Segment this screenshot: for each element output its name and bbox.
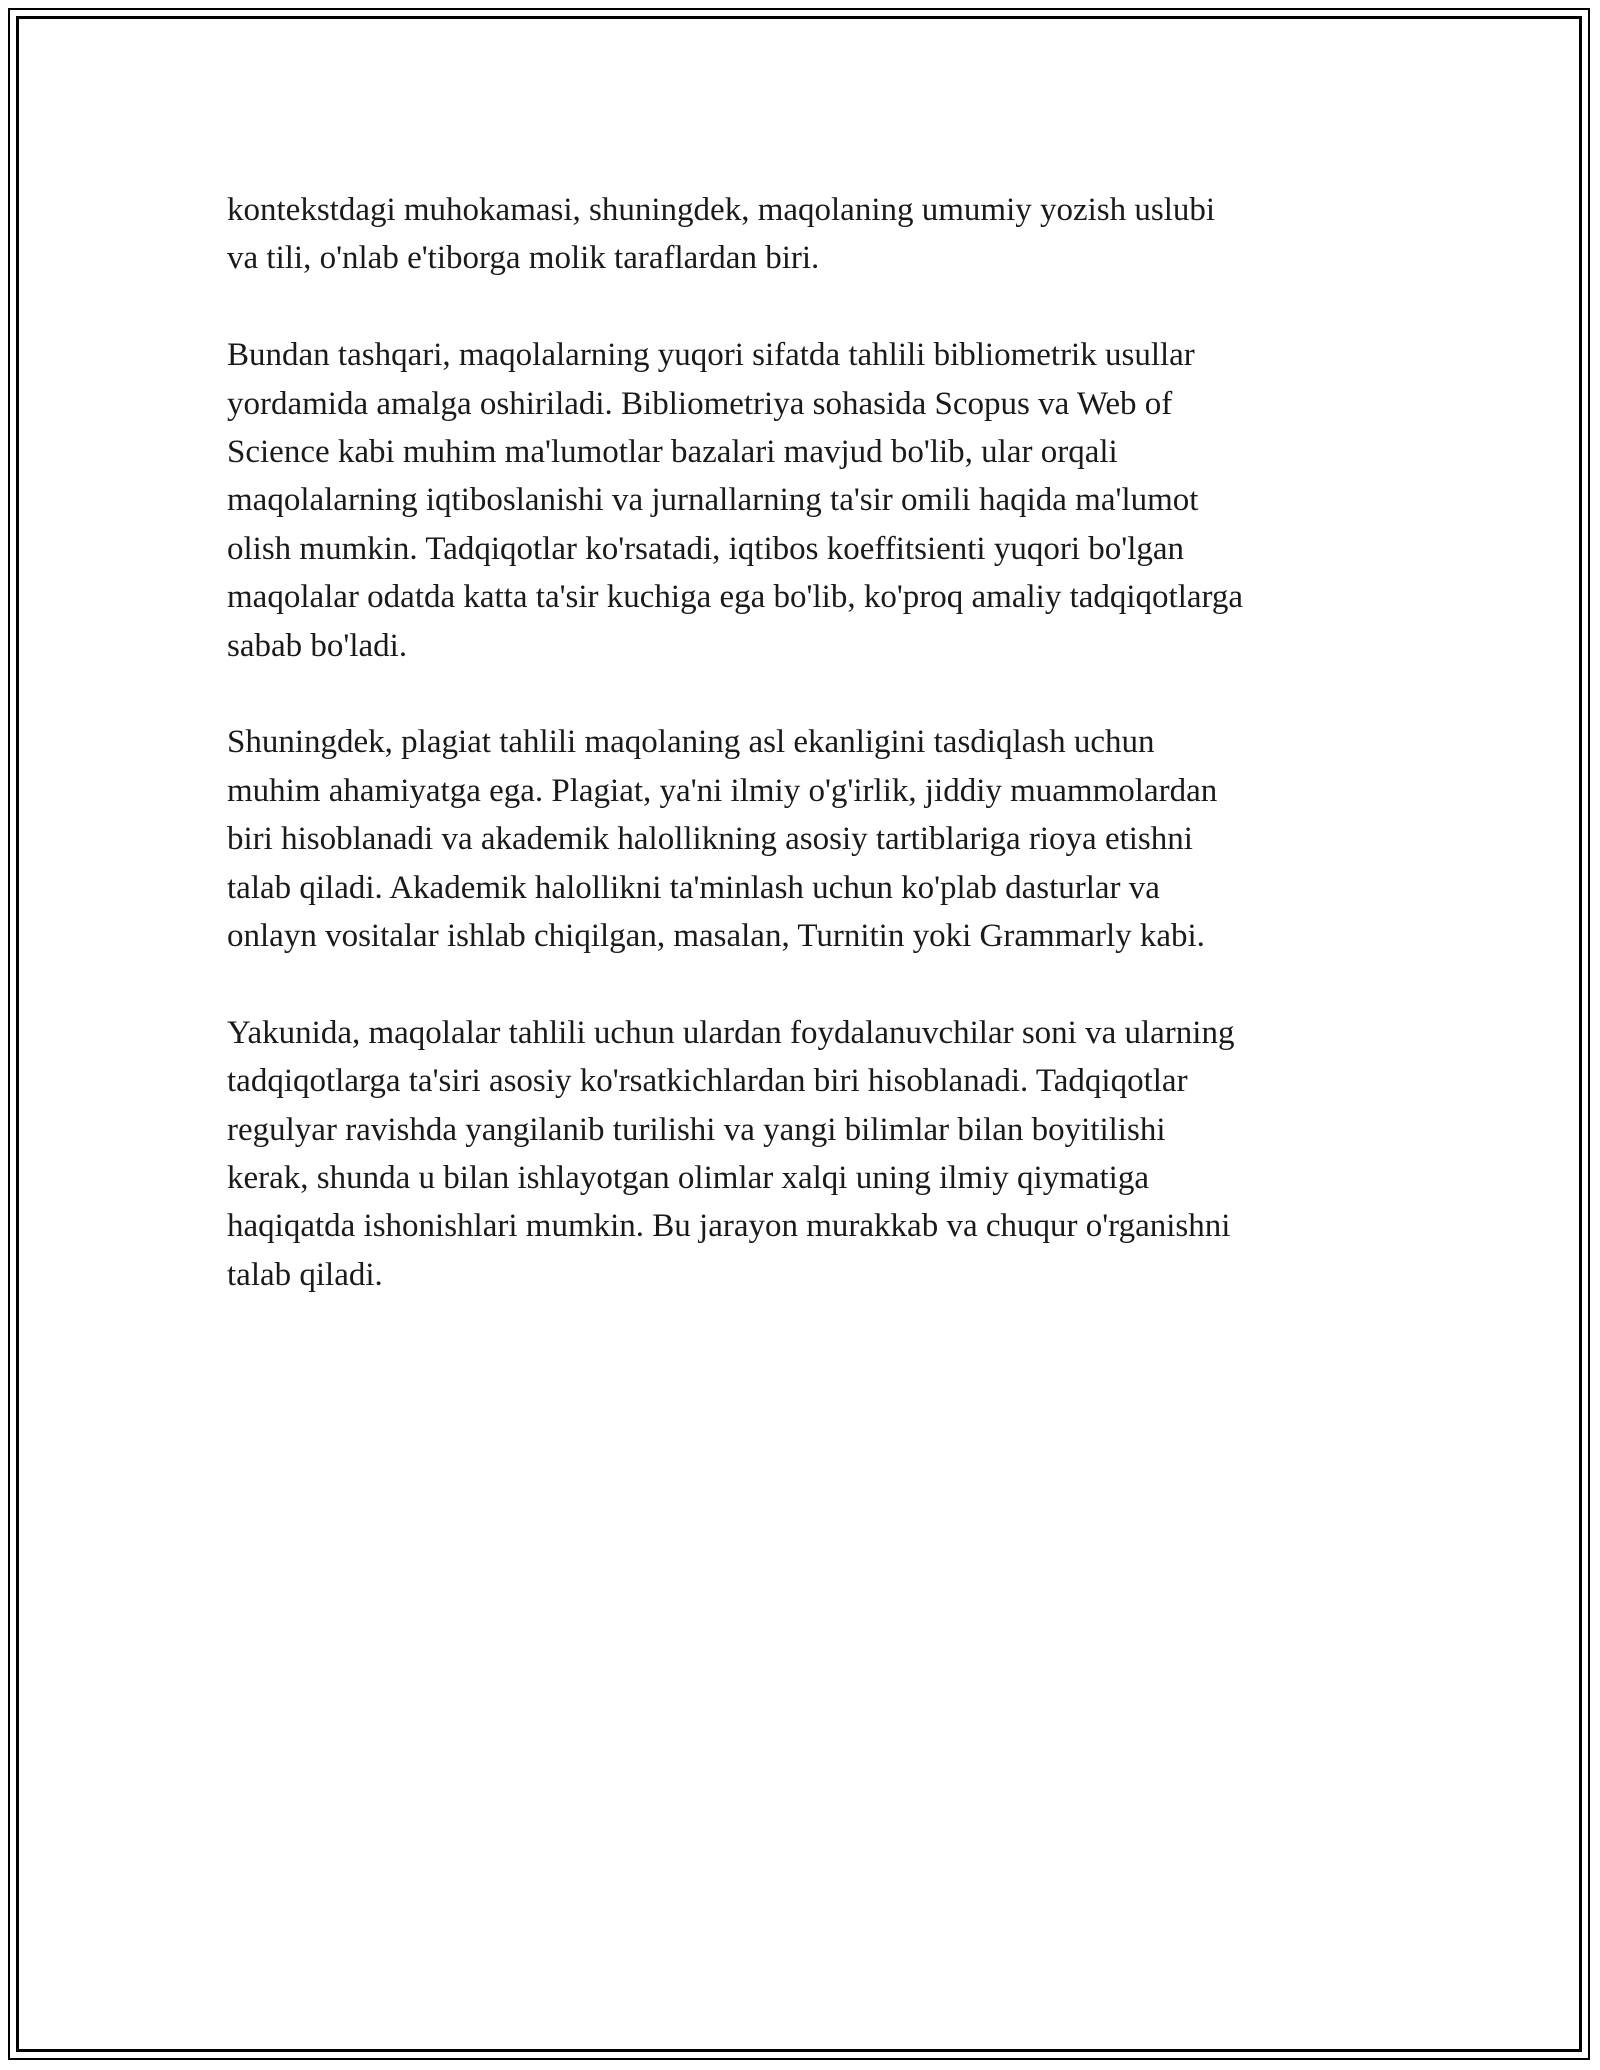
document-body [227,186,1387,1348]
text-line: va tili, o'nlab e'tiborga molik taraflardan biri. [227,240,820,277]
text-line: olish mumkin. Tadqiqotlar ko'rsatadi, iqtibos koeffitsienti yuqori bo'lgan [227,530,1185,567]
text-line: talab qiladi. Akademik halollikni ta'minlash uchun ko'plab dasturlar va [227,869,1160,906]
text-line: haqiqatda ishonishlari mumkin. Bu jarayon murakkab va chuqur o'rganishni [227,1208,1231,1245]
paragraph-2 [227,331,1387,670]
text-line: yordamida amalga oshiriladi. Bibliometriya sohasida Scopus va Web of [227,385,1173,422]
text-line: kerak, shunda u bilan ishlayotgan olimlar xalqi uning ilmiy qiymatiga [227,1160,1150,1197]
text-line: talab qiladi. [227,1256,383,1293]
text-line: sabab bo'ladi. [227,627,408,664]
text-line: Bundan tashqari, maqolalarning yuqori sifatda tahlili bibliometrik usullar [227,337,1195,374]
paragraph-3 [227,718,1387,960]
text-line: maqolalar odatda katta ta'sir kuchiga ega bo'lib, ko'proq amaliy tadqiqotlarga [227,579,1244,616]
text-line: biri hisoblanadi va akademik halollikning asosiy tartiblariga rioya etishni [227,821,1193,858]
text-line: muhim ahamiyatga ega. Plagiat, ya'ni ilmiy o'g'irlik, jiddiy muammolardan [227,772,1218,809]
text-line: Shuningdek, plagiat tahlili maqolaning asl ekanligini tasdiqlash uchun [227,724,1155,761]
paragraph-4 [227,1009,1387,1299]
text-line: Science kabi muhim ma'lumotlar bazalari mavjud bo'lib, ular orqali [227,434,1118,471]
text-line: regulyar ravishda yangilanib turilishi va yangi bilimlar bilan boyitilishi [227,1111,1166,1148]
text-line: Yakunida, maqolalar tahlili uchun ulardan foydalanuvchilar soni va ularning [227,1014,1235,1051]
text-line: onlayn vositalar ishlab chiqilgan, masalan, Turnitin yoki Grammarly kabi. [227,918,1205,955]
text-line: tadqiqotlarga ta'siri asosiy ko'rsatkichlardan biri hisoblanadi. Tadqiqotlar [227,1063,1188,1100]
text-line: maqolalarning iqtiboslanishi va jurnallarning ta'sir omili haqida ma'lumot [227,482,1199,519]
text-line: kontekstdagi muhokamasi, shuningdek, maqolaning umumiy yozish uslubi [227,192,1216,228]
paragraph-1 [227,186,1387,283]
